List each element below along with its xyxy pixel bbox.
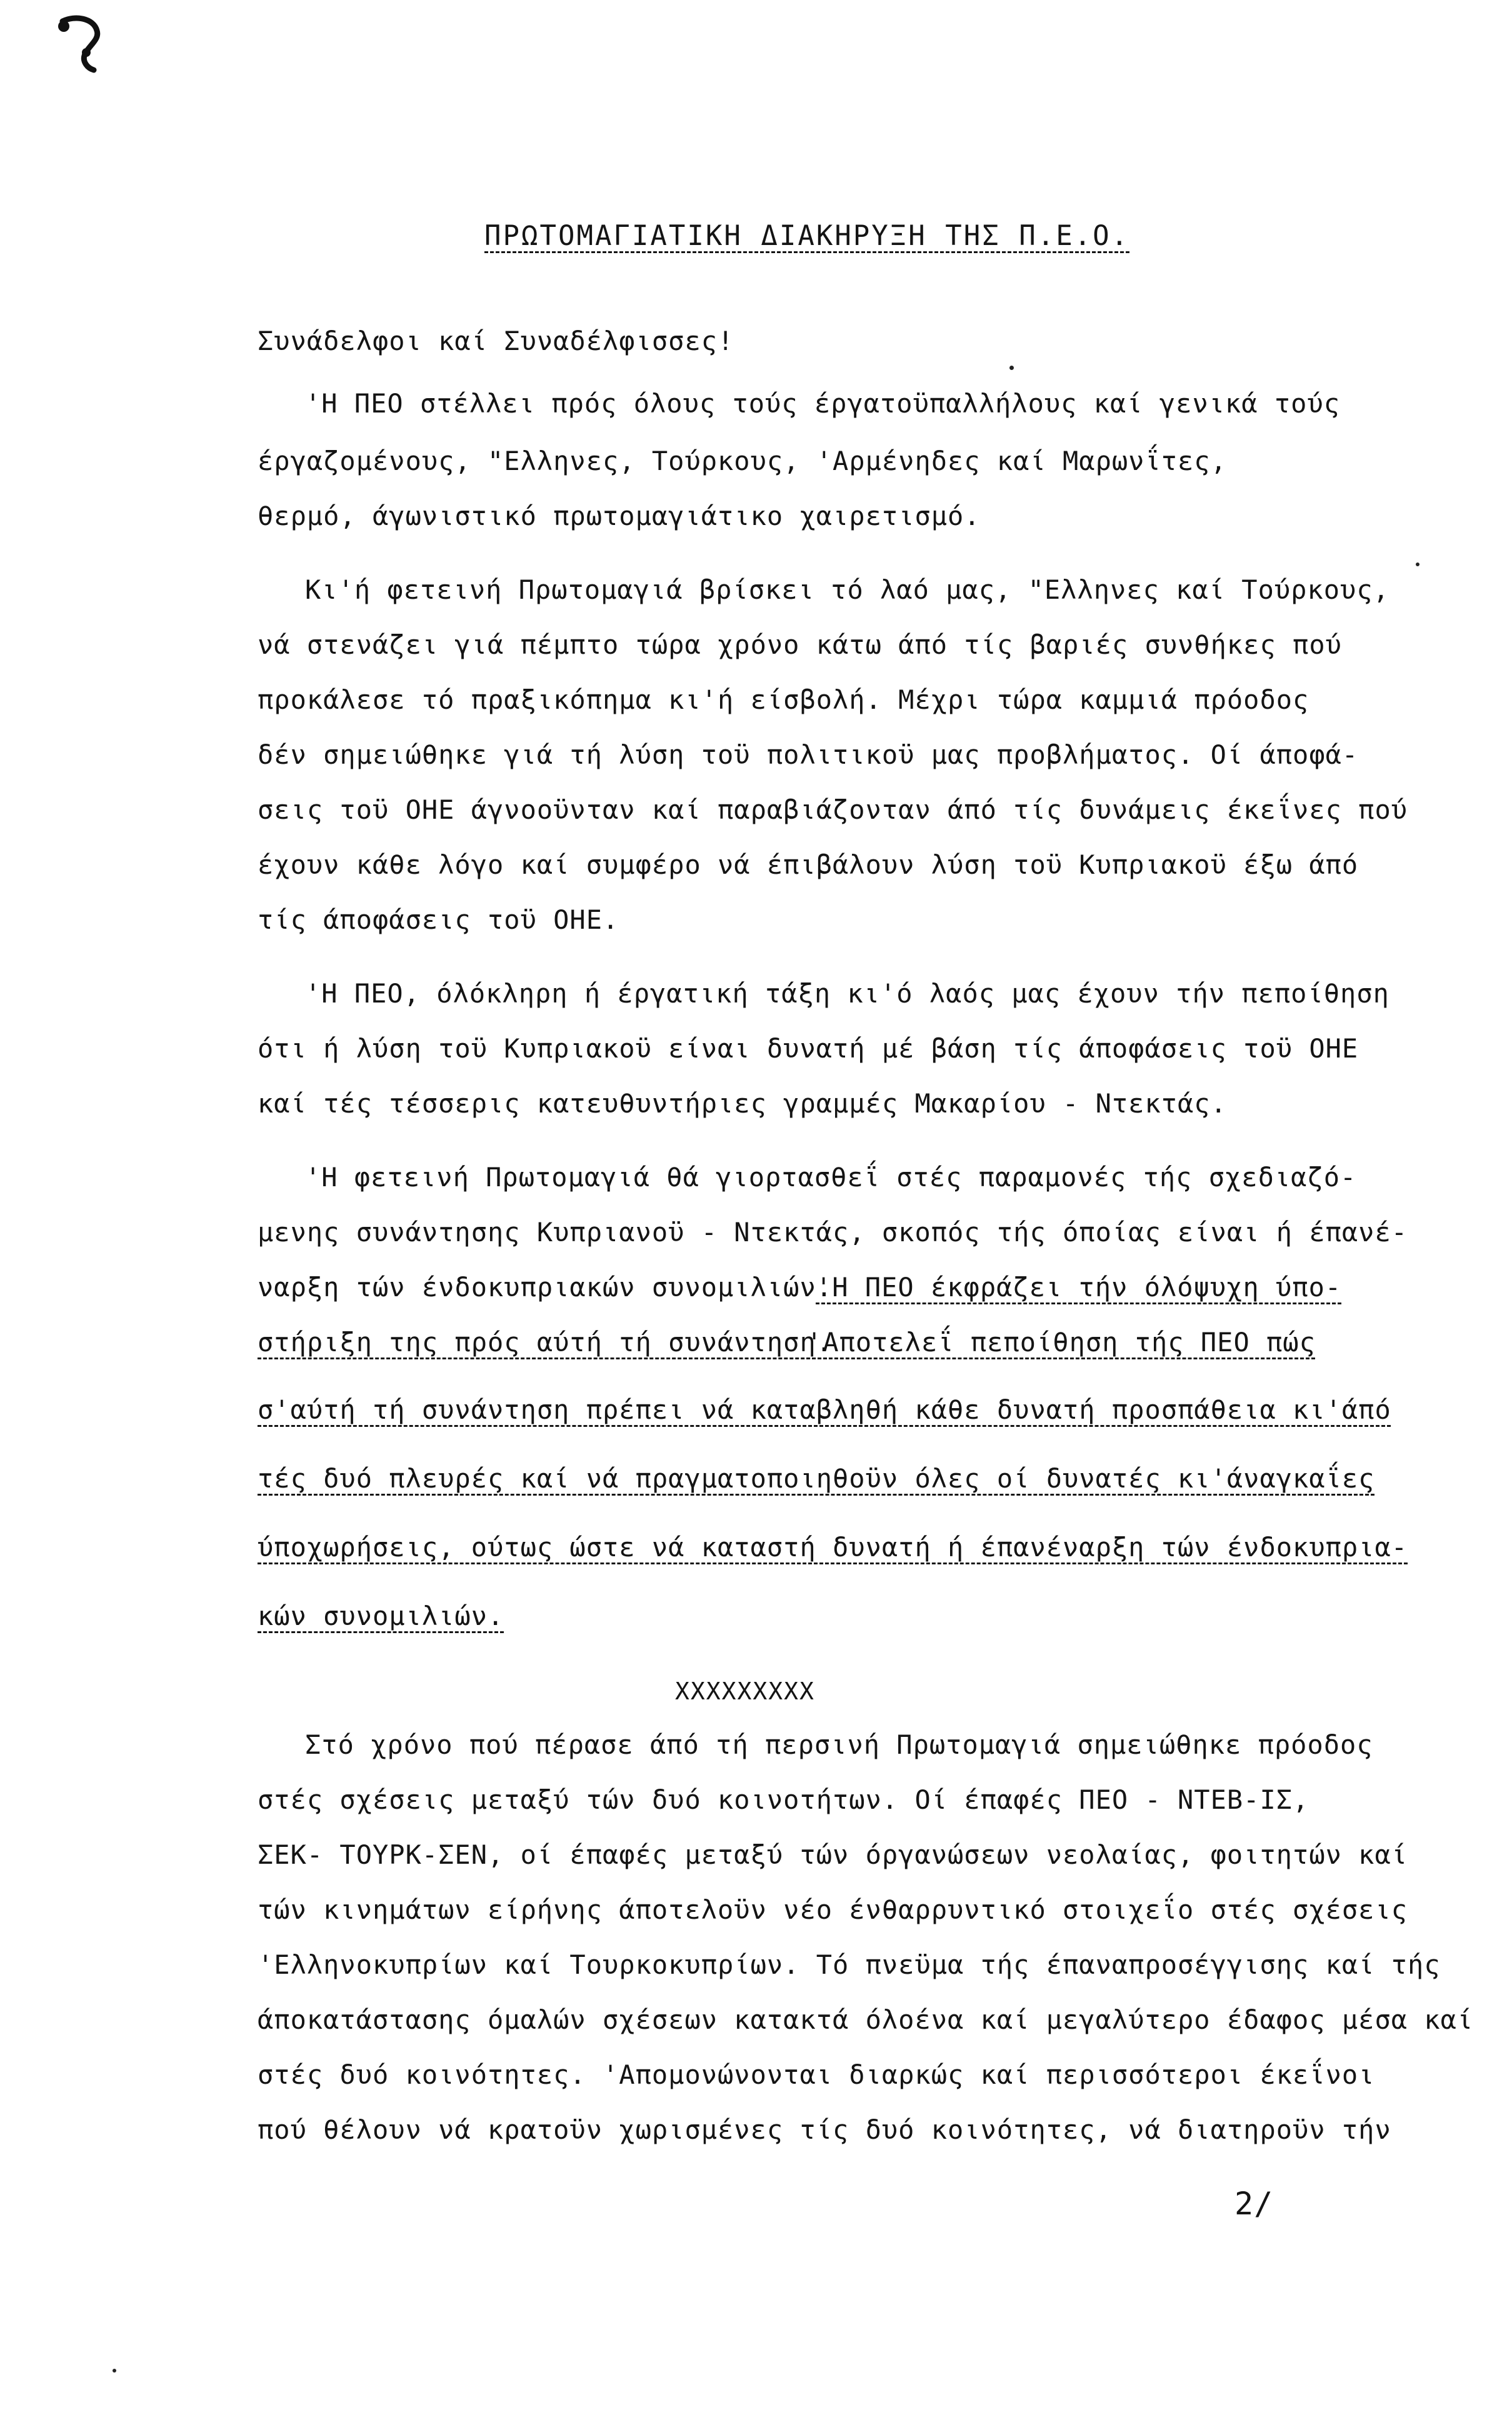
section-separator: XXXXXXXXX	[675, 1678, 815, 1705]
text-line: έχουν κάθε λόγο καί συμφέρο νά έπιβάλουν λύση τοϋ Κυπριακοϋ έξω άπό	[258, 849, 1359, 880]
text-line: δέν σημειώθηκε γιά τή λύση τοϋ πολιτικοϋ μας προβλήματος. Οί άποφά-	[258, 739, 1359, 770]
text-line: Κι'ή φετεινή Πρωτομαγιά βρίσκει τό λαό μας, "Ελληνες καί Τούρκους,	[305, 574, 1389, 605]
underlined-text: κών συνομιλιών.	[258, 1601, 504, 1631]
text-line: ναρξη τών ένδοκυπριακών συνομιλιών.	[258, 1272, 833, 1302]
underlined-text: στήριξη της πρός αύτή τή συνάντηση.	[258, 1327, 833, 1358]
text-line: τίς άποφάσεις τοϋ ΟΗΕ.	[258, 904, 619, 935]
underlined-text: σ'αύτή τή συνάντηση πρέπει νά καταβληθή κάθε δυνατή προσπάθεια κι'άπό	[258, 1394, 1391, 1425]
text-line: νά στενάζει γιά πέμπτο τώρα χρόνο κάτω άπό τίς βαριές συνθήκες πού	[258, 629, 1342, 660]
text-line: 'Η ΠΕΟ στέλλει πρός όλους τούς έργατοϋπαλλήλους καί γενικά τούς	[305, 388, 1341, 419]
text-line: μενης συνάντησης Κυπριανοϋ - Ντεκτάς, σκοπός τής όποίας είναι ή έπανέ-	[258, 1217, 1408, 1248]
text-line: 'Ελληνοκυπρίων καί Τουρκοκυπρίων. Τό πνεϋμα τής έπαναπροσέγγισης καί τής	[258, 1949, 1441, 1980]
text-line: στές σχέσεις μεταξύ τών δυό κοινοτήτων. Οί έπαφές ΠΕΟ - ΝΤΕΒ-ΙΣ,	[258, 1784, 1309, 1815]
text-line: τών κινημάτων είρήνης άποτελοϋν νέο ένθαρρυντικό στοιχεΐο στές σχέσεις	[258, 1894, 1408, 1925]
ink-speck	[1416, 562, 1419, 566]
text-line: 'Η φετεινή Πρωτομαγιά θά γιορτασθεΐ στές παραμονές τής σχεδιαζό-	[305, 1162, 1357, 1192]
text-line: στές δυό κοινότητες. 'Απομονώνονται διαρκώς καί περισσότεροι έκεΐνοι	[258, 2059, 1375, 2090]
page-number: 2/	[1234, 2186, 1274, 2222]
text-line: καί τές τέσσερις κατευθυντήριες γραμμές Μακαρίου - Ντεκτάς.	[258, 1088, 1227, 1119]
text-line: σεις τοϋ ΟΗΕ άγνοοϋνταν καί παραβιάζονταν άπό τίς δυνάμεις έκεΐνες πού	[258, 794, 1408, 825]
underlined-text: ύποχωρήσεις, ούτως ώστε νά καταστή δυνατή ή έπανέναρξη τών ένδοκυπρια-	[258, 1532, 1408, 1562]
corner-punch-mark-icon	[50, 9, 119, 78]
ink-speck	[1009, 366, 1014, 370]
underlined-text: τές δυό πλευρές καί νά πραγματοποιηθοϋν όλες οί δυνατές κι'άναγκαΐες	[258, 1463, 1375, 1494]
salutation: Συνάδελφοι καί Συναδέλφισσες!	[258, 326, 734, 356]
underlined-text: 'Αποτελεΐ πεποίθηση τής ΠΕΟ πώς	[806, 1327, 1316, 1358]
text-line: Στό χρόνο πού πέρασε άπό τή περσινή Πρωτομαγιά σημειώθηκε πρόοδος	[305, 1729, 1373, 1760]
text-line: ΣΕΚ- ΤΟΥΡΚ-ΣΕΝ, οί έπαφές μεταξύ τών όργανώσεων νεολαίας, φοιτητών καί	[258, 1839, 1408, 1870]
text-line: άποκατάστασης όμαλών σχέσεων κατακτά όλοένα καί μεγαλύτερο έδαφος μέσα καί	[258, 2004, 1474, 2035]
text-line: έργαζομένους, "Ελληνες, Τούρκους, 'Αρμένηδες καί Μαρωνΐτες,	[258, 446, 1227, 476]
ink-speck	[113, 2369, 116, 2372]
text-line: θερμό, άγωνιστικό πρωτομαγιάτικο χαιρετισμό.	[258, 501, 981, 531]
text-line: 'Η ΠΕΟ, όλόκληρη ή έργατική τάξη κι'ό λαός μας έχουν τήν πεποίθηση	[305, 978, 1389, 1009]
page-title: ΠΡΩΤΟΜΑΓΙΑΤΙΚΗ ΔΙΑΚΗΡΥΞΗ ΤΗΣ Π.Ε.Ο.	[484, 220, 1130, 252]
text-line: πού θέλουν νά κρατοϋν χωρισμένες τίς δυό κοινότητες, νά διατηροϋν τήν	[258, 2114, 1391, 2145]
underlined-text: 'Η ΠΕΟ έκφράζει τήν όλόψυχη ύπο-	[816, 1272, 1342, 1302]
text-line: προκάλεσε τό πραξικόπημα κι'ή είσβολή. Μέχρι τώρα καμμιά πρόοδος	[258, 684, 1309, 715]
text-line: ότι ή λύση τοϋ Κυπριακοϋ είναι δυνατή μέ βάση τίς άποφάσεις τοϋ ΟΗΕ	[258, 1033, 1359, 1064]
